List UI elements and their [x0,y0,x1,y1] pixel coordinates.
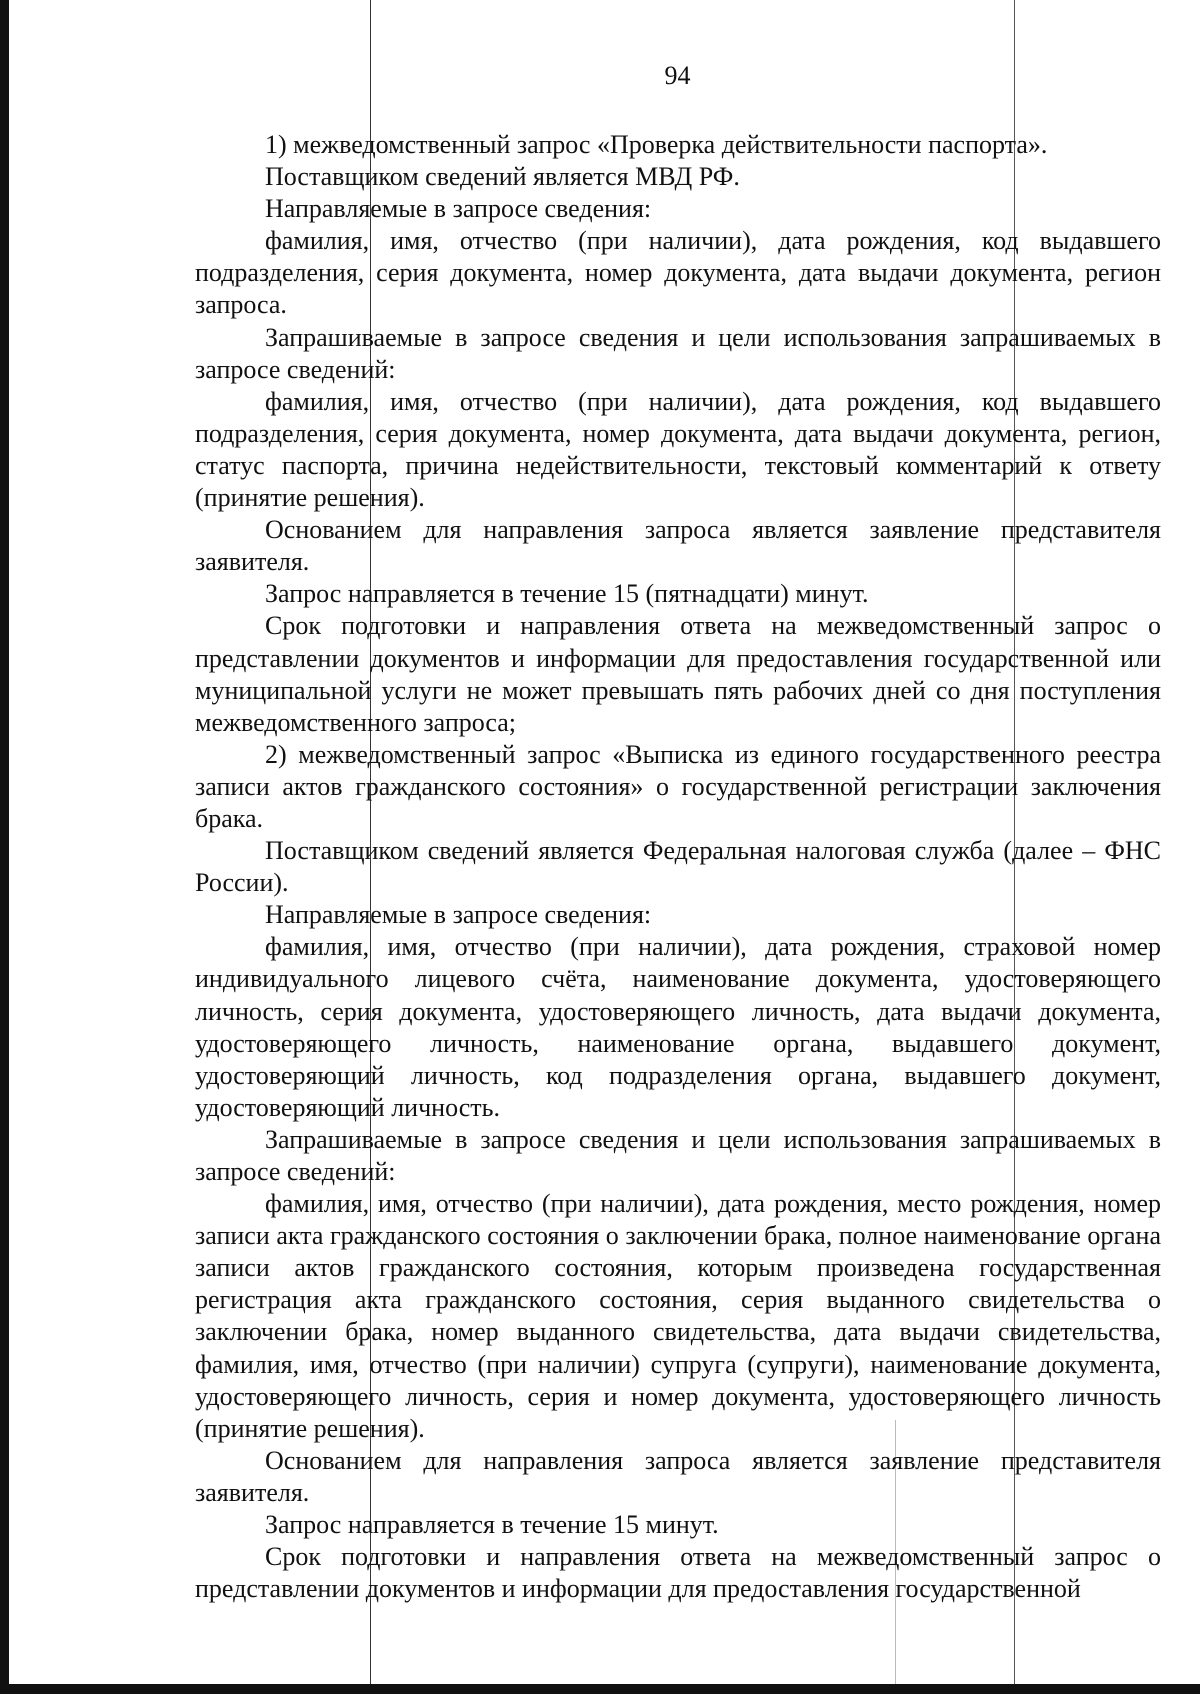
paragraph: Запрашиваемые в запросе сведения и цели использования запрашиваемых в запросе сведений: [195,322,1161,384]
paragraph: Основанием для направления запроса является заявление представителя заявителя. [195,515,1161,577]
scan-left-border [0,0,9,1694]
paragraph: 2) межведомственный запрос «Выписка из единого государственного реестра записи актов гражданского состояния» о государственной регистрации заключения брака. [195,739,1161,833]
paragraph: 1) межведомственный запрос «Проверка действительности паспорта». [265,130,1048,159]
scan-bottom-border [0,1684,1200,1694]
paragraph: фамилия, имя, отчество (при наличии), дата рождения, место рождения, номер записи акта гражданского состояния о заключении брака, полное наименование органа записи актов гражданского состояния, которым произведена государственная регистрация акта гражданского состояния, серия выданного свидетельства о заключении брака, номер выданного свидетельства, дата выдачи свидетельства, фамилия, имя, отчество (при наличии) супруга (супруги), наименование документа, удостоверяющего личность, серия и номер документа, удостоверяющего личность (принятие решения). [195,1189,1161,1443]
document-body [195,129,1161,1605]
paragraph: Срок подготовки и направления ответа на межведомственный запрос о представлении документов и информации для предоставления государственной [195,1542,1161,1604]
paragraph: Запрашиваемые в запросе сведения и цели использования запрашиваемых в запросе сведений: [195,1124,1161,1186]
paragraph: фамилия, имя, отчество (при наличии), дата рождения, код выдавшего подразделения, серия документа, номер документа, дата выдачи документа, регион запроса. [195,226,1161,320]
paragraph: Запрос направляется в течение 15 минут. [265,1510,719,1540]
paragraph: фамилия, имя, отчество (при наличии), дата рождения, код выдавшего подразделения, серия документа, номер документа, дата выдачи документа, регион, статус паспорта, причина недействительности, текстовый комментарий к ответу (принятие решения). [195,386,1161,513]
paragraph: фамилия, имя, отчество (при наличии), дата рождения, страховой номер индивидуального лицевого счёта, наименование документа, удостоверяющего личность, серия документа, удостоверяющего личность, дата выдачи документа, удостоверяющего личность, наименование органа, выдавшего документ, удостоверяющий личность, код подразделения органа, выдавшего документ, удостоверяющий личность. [195,932,1161,1122]
paragraph: Направляемые в запросе сведения: [265,900,652,930]
paragraph: Поставщиком сведений является Федеральная налоговая служба (далее – ФНС России). [195,836,1161,898]
paragraph: Срок подготовки и направления ответа на межведомственный запрос о представлении документов и информации для предоставления государственной или муниципальной услуги не может превышать пять рабочих дней со дня поступления межведомственного запроса; [195,611,1161,737]
paragraph: Запрос направляется в течение 15 (пятнадцати) минут. [265,579,869,609]
paragraph: Направляемые в запросе сведения: [265,194,652,224]
paragraph: Поставщиком сведений является МВД РФ. [265,162,740,192]
page-number: 94 [664,61,691,90]
paragraph: Основанием для направления запроса является заявление представителя заявителя. [195,1445,1161,1507]
